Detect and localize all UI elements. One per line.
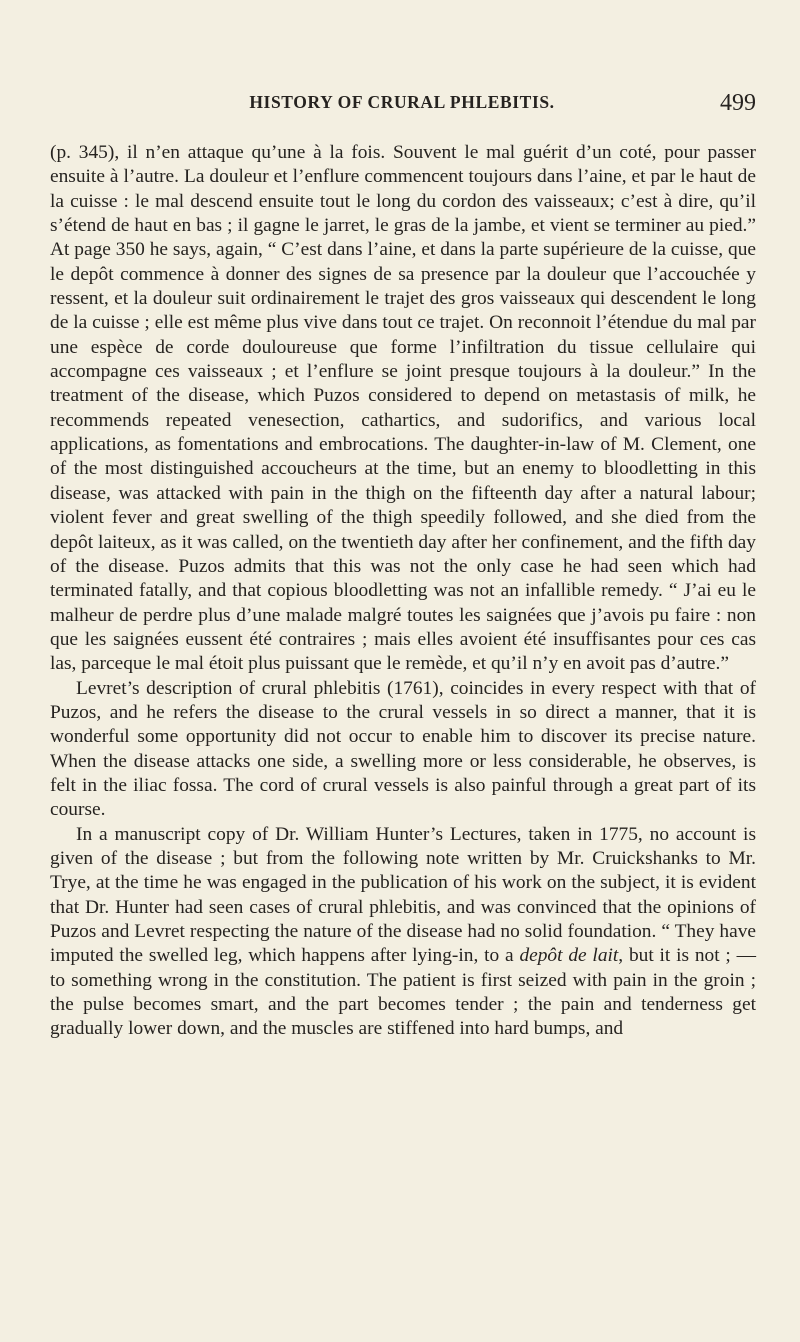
- body-text: [50, 141, 756, 1042]
- running-head: [48, 90, 756, 120]
- text-run: (p. 345), il n’en attaque qu’une à la fois. Souvent le mal guérit d’un coté, pour passer ensuite à l’autre. La douleur et l’enflure commencent toujours dans l’aine, et par le haut de la cuisse : le mal descend ensuite tout le long du cordon des vaisseaux; c’est à dire, qu’il s’étend de haut en bas ; il gagne le jarret, le gras de la jambe, et vient se terminer au pied.” At page 350 he says, again, “ C’est dans l’aine, et dans la parte supérieure de la cuisse, que le depôt commence à donner des signes de sa presence par la douleur que l’accouchée y ressent, et la douleur suit ordinairement le trajet des gros vaisseaux qui descendent le long de la cuisse ; elle est même plus vive dans tout ce trajet. On reconnoit l’étendue du mal par une espèce de corde douloureuse que forme l’infiltration du tissue cellulaire qui accompagne ces vaisseaux ; et l’enflure se joint presque toujours à la douleur.” In the treatment of the disease, which Puzos considered to depend on metastasis of milk, he recommends repeated venesection, cathartics, and sudorifics, and various local applications, as fomentations and embrocations. The daughter-in-law of M. Clement, one of the most distinguished accoucheurs at the time, but an enemy to bloodletting in this disease, was attacked with pain in the thigh on the fifteenth day after a natural labour; violent fever and great swelling of the thigh speedily followed, and she died from the depôt laiteux, as it was called, on the twentieth day after her confinement, and the fifth day of the disease. Puzos admits that this was not the only case he had seen which had terminated fatally, and that copious bloodletting was not an infallible remedy. “ J’ai eu le malheur de perdre plus d’une malade malgré toutes les saignées que j’avois pu faire : non que les saignées eussent été contraires ; mais elles avoient été insuffisantes pour ces cas las, parceque le mal étoit plus puissant que le remède, et qu’il n’y en avoit pas d’autre.”: [50, 142, 756, 675]
- running-title: HISTORY OF CRURAL PHLEBITIS.: [249, 92, 555, 112]
- paragraph: [50, 823, 756, 1042]
- italic-phrase: depôt de lait: [519, 945, 619, 967]
- text-run: , but it is not ; — to something wrong in the constitution. The patient is first seized with pain in the groin ; the pulse becomes smart, and the part becomes tender ; the pain and tenderness get gradually lower down, and the muscles are stiffened into hard bumps, and: [50, 945, 757, 1040]
- text-run: In a manuscript copy of Dr. William Hunter’s Lectures, taken in 1775, no account is given of the disease ; but from the following note written by Mr. Cruickshanks to Mr. Trye, at the time he was engaged in the publication of his work on the subject, it is evident that Dr. Hunter had seen cases of crural phlebitis, and was convinced that the opinions of Puzos and Levret respecting the nature of the disease had no solid foundation. “ They have imputed the swelled leg, which happens after lying-in, to a: [50, 823, 756, 967]
- text-run: Levret’s description of crural phlebitis (1761), coincides in every respect with that of Puzos, and he refers the disease to the crural vessels in so direct a manner, that it is wonderful some opportunity did not occur to enable him to discover its precise nature. When the disease attacks one side, a swelling more or less considerable, he observes, is felt in the iliac fossa. The cord of crural vessels is also painful through a great part of its course.: [50, 677, 756, 821]
- paragraph: [50, 677, 756, 823]
- page-number: 499: [720, 90, 756, 116]
- paragraph: [50, 141, 756, 677]
